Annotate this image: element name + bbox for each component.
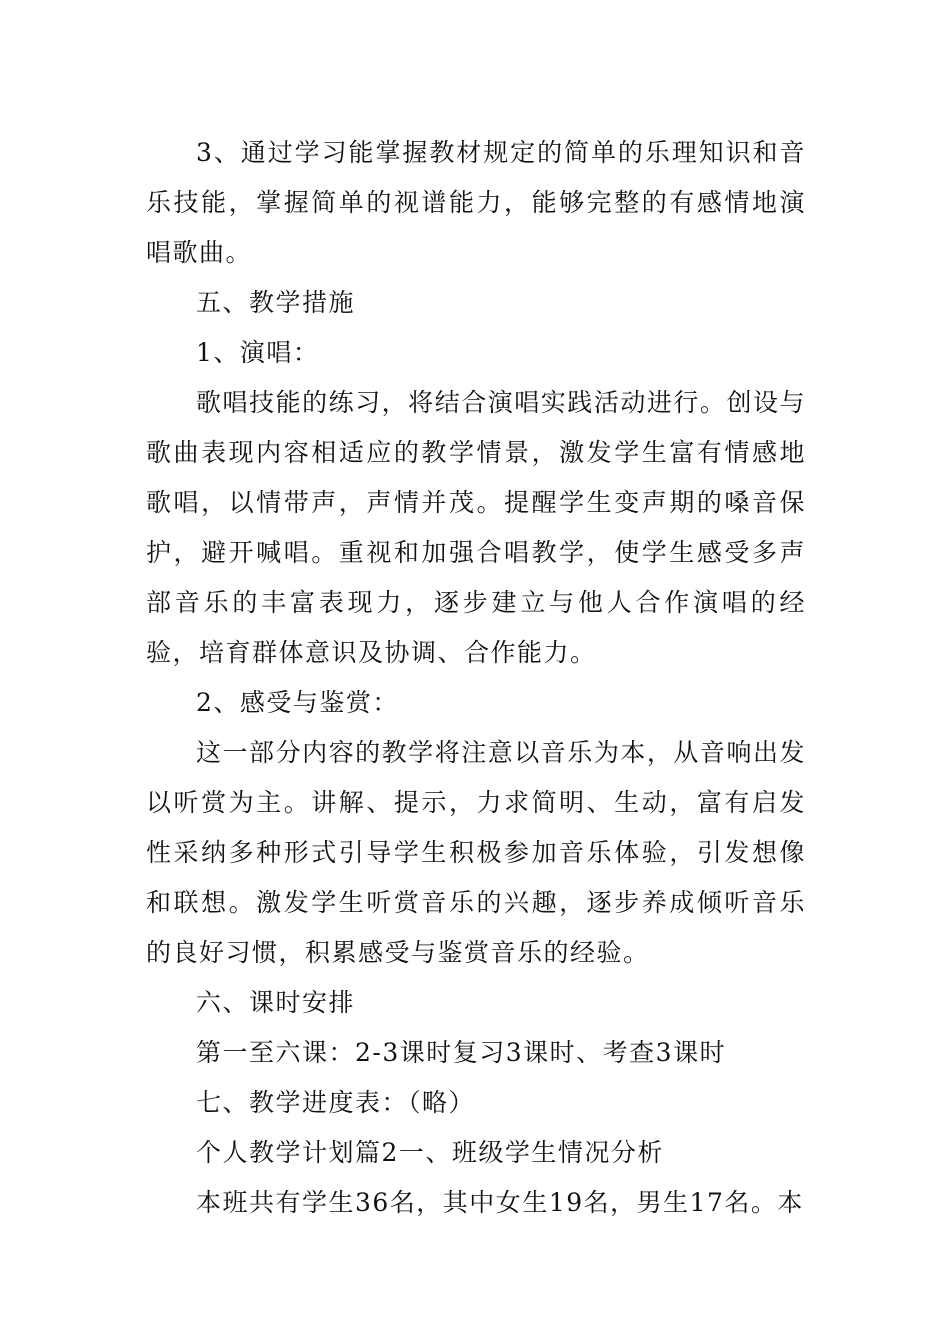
subheading-appreciation: 2、感受与鉴赏： <box>196 688 399 717</box>
heading-plan-part-2: 个人教学计划篇2一、班级学生情况分析 <box>196 1138 664 1167</box>
paragraph-class-hours: 第一至六课：2-3课时复习3课时、考查3课时 <box>196 1038 727 1067</box>
paragraph-class-stats: 本班共有学生36名，其中女生19名，男生17名。本 <box>196 1188 804 1217</box>
subheading-singing: 1、演唱： <box>196 338 320 367</box>
heading-class-hours: 六、课时安排 <box>196 988 356 1017</box>
paragraph-appreciation-details: 这一部分内容的教学将注意以音乐为本，从音响出发以听赏为主。讲解、提示，力求简明、生动，富有启发性采纳多种形式引导学生积极参加音乐体验，引发想像和联想。激发学生听赏音乐的兴趣，逐步养成倾听音乐的良好习惯，积累感受与鉴赏音乐的经验。 <box>146 738 806 967</box>
heading-teaching-measures: 五、教学措施 <box>196 288 356 317</box>
heading-schedule: 七、教学进度表：（略） <box>196 1088 476 1117</box>
document-body <box>146 128 806 1228</box>
paragraph-singing-details: 歌唱技能的练习，将结合演唱实践活动进行。创设与歌曲表现内容相适应的教学情景，激发学生富有情感地歌唱，以情带声，声情并茂。提醒学生变声期的嗓音保护，避开喊唱。重视和加强合唱教学，使学生感受多声部音乐的丰富表现力，逐步建立与他人合作演唱的经验，培育群体意识及协调、合作能力。 <box>146 388 806 667</box>
paragraph-music-skills-goal: 3、通过学习能掌握教材规定的简单的乐理知识和音乐技能，掌握简单的视谱能力，能够完整的有感情地演唱歌曲。 <box>146 138 806 267</box>
